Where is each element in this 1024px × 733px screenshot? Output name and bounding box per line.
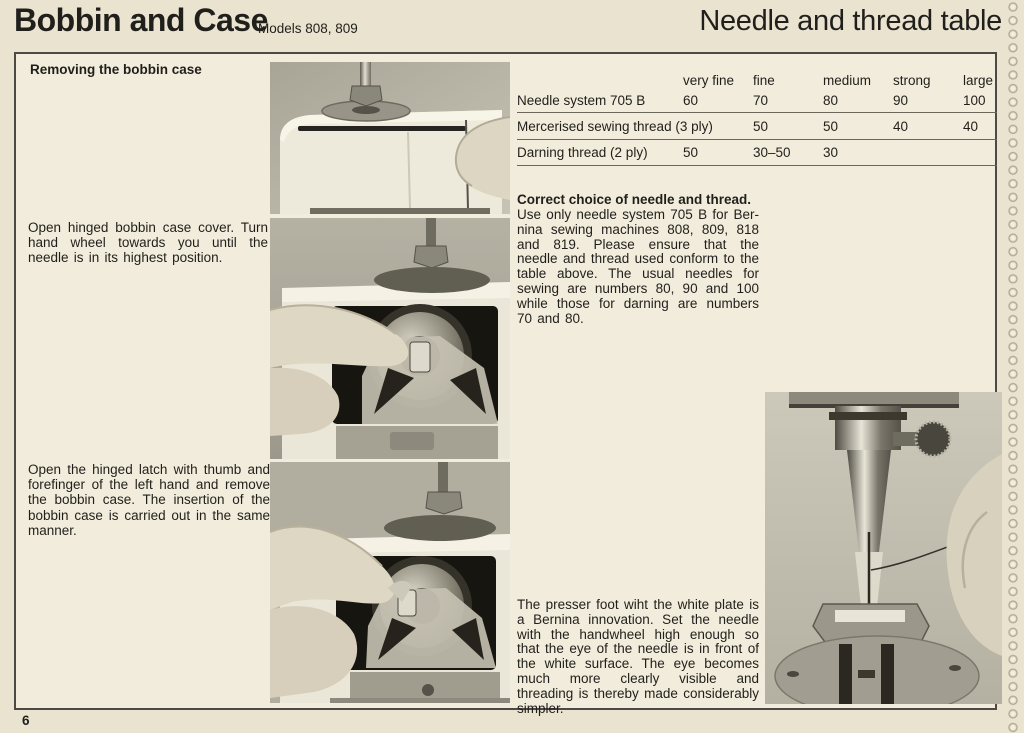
paragraph-open-latch: Open the hinged latch with thumb and forefinger of the left hand and remove the bobbin case. The insertion of the bobbin case is carried out in the same manner. [28,462,270,538]
spiral-binding-holes [1002,0,1024,733]
table-cell: 90 [893,88,963,112]
photo-removing-bobbin-case [270,462,510,703]
table-row-label: Mercerised sewing thread (3 ply) [517,112,753,139]
table-cell: 70 [753,88,823,112]
table-cell: 100 [963,88,997,112]
table-cell: 50 [753,112,823,139]
needle-thread-table [517,68,997,166]
table-cell: 50 [823,112,893,139]
table-cell: 30 [823,139,893,165]
table-header-cell: strong [893,73,931,88]
content-panel [14,52,997,716]
table-cell: 60 [683,88,753,112]
page-number: 6 [22,713,30,728]
table-cell: 50 [683,139,753,165]
correct-choice-block [517,192,759,326]
table-header-cell: very fine [683,73,735,88]
table-header-cell: medium [823,73,872,88]
page-models-subtitle: Models 808, 809 [258,21,358,36]
table-row-label: Darning thread (2 ply) [517,139,683,165]
table-cell: 30–50 [753,139,823,165]
photo-presser-foot-threading [765,392,1002,704]
section-heading: Removing the bobbin case [30,62,202,77]
page-right-title: Needle and thread table [699,5,1002,37]
table-row-label: Needle system 705 B [517,88,683,112]
paragraph-open-cover: Open hinged bobbin case cover. Turn hand wheel towards you until the needle is in its highest position. [28,220,268,266]
correct-choice-heading: Correct choice of needle and thread. [517,192,752,207]
correct-choice-paragraph: Use only needle system 705 B for Bernina sewing machines 808, 809, 818 and 819. Please ensure that the needle and thread used conform to the table above. The usual needles for sewing are numbers 80, 90 and 100 while those for darning are numbers 70 and 80. [517,207,759,326]
table-cell [893,139,963,165]
table-cell: 40 [893,112,963,139]
table-header-row [517,68,997,88]
presser-foot-paragraph: The presser foot wiht the white plate is a Bernina innovation. Set the needle with the handwheel high enough so that the eye of the needle is in front of the white surface. The eye becomes much more clearly visible and threading is thereby made considerably simpler. [517,597,759,716]
photo-opening-bobbin-latch [270,218,510,459]
page-title: Bobbin and Case [14,2,268,38]
table-header-cell: fine [753,73,775,88]
table-cell: 80 [823,88,893,112]
table-header-cell [517,68,683,88]
table-cell [963,139,997,165]
table-row [517,112,997,139]
photo-bobbin-cover-closed [270,62,510,214]
presser-foot-block [517,598,759,716]
table-cell: 40 [963,112,997,139]
table-header-cell: large [963,73,994,88]
table-row [517,139,997,165]
table-row [517,88,997,112]
